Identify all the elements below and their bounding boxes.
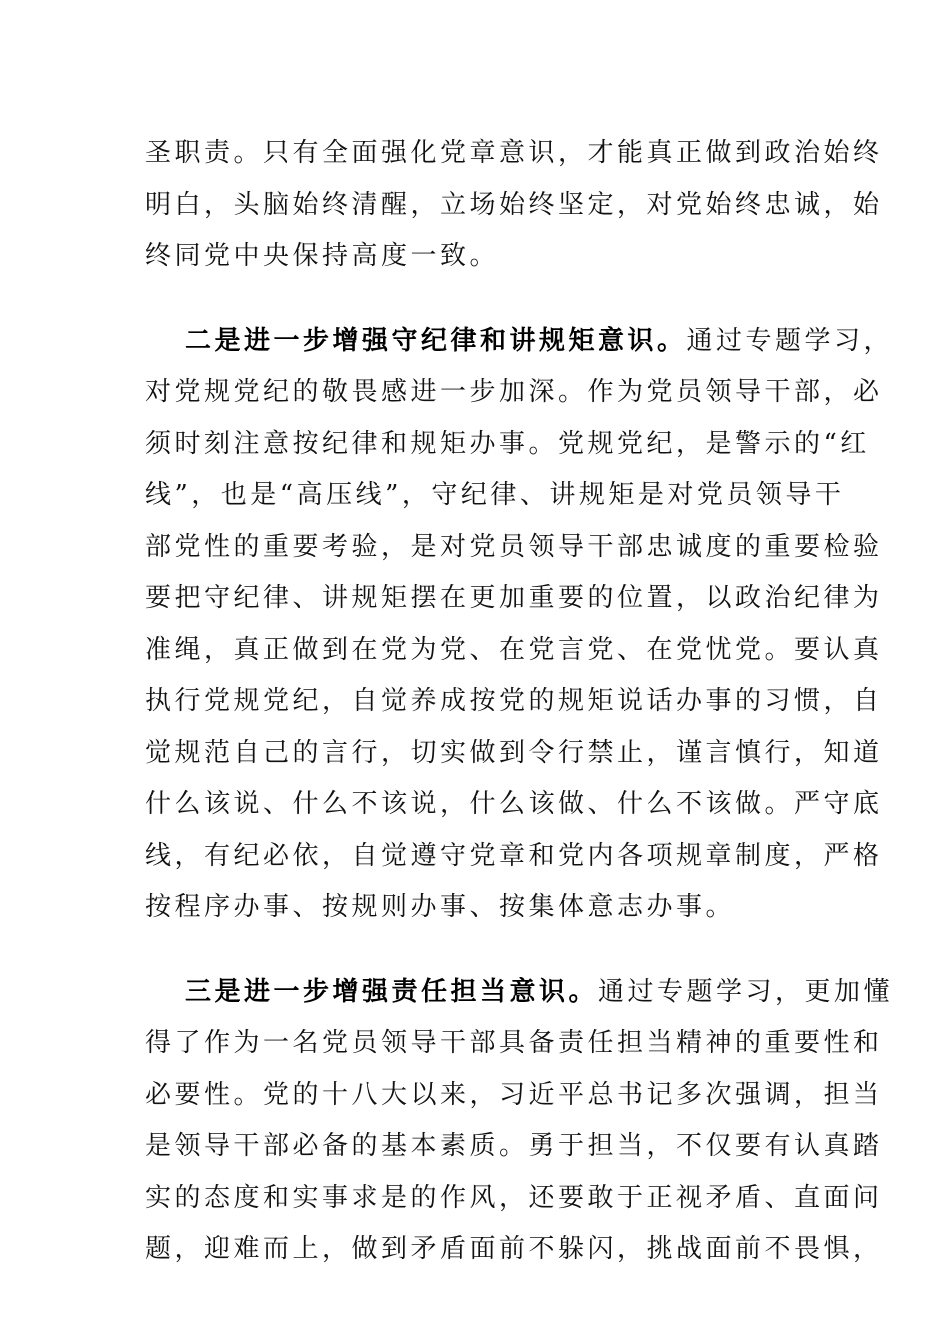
- text-line: 按程序办事、按规则办事、按集体意志办事。: [145, 892, 736, 922]
- text-line: 是领导干部必备的基本素质。勇于担当，不仅要有认真踏: [145, 1131, 883, 1161]
- paragraph-3: [145, 967, 894, 1276]
- text-line: 题，迎难而上，做到矛盾面前不躲闪，挑战面前不畏惧，: [145, 1234, 883, 1264]
- paragraph-3-first-line-text: 通过专题学习，更加懂: [598, 976, 894, 1007]
- text-line: 对党规党纪的敬畏感进一步加深。作为党员领导干部，必: [145, 377, 883, 407]
- paragraph-2: [145, 316, 894, 934]
- text-line: 必要性。党的十八大以来，习近平总书记多次强调，担当: [145, 1079, 883, 1110]
- text-line: 明白，头脑始终清醒，立场始终坚定，对党始终忠诚，始: [145, 189, 883, 220]
- text-line: 得了作为一名党员领导干部具备责任担当精神的重要性和: [145, 1028, 883, 1058]
- paragraph-2-heading: 二是进一步增强守纪律和讲规矩意识。: [185, 325, 687, 356]
- paragraph-3-heading: 三是进一步增强责任担当意识。: [185, 976, 599, 1007]
- text-line: 执行党规党纪，自觉养成按党的规矩说话办事的习惯，自: [145, 686, 883, 716]
- paragraph-2-first-line-text: 通过专题学习，: [686, 325, 894, 356]
- text-line: 线，有纪必依，自觉遵守党章和党内各项规章制度，严格: [145, 840, 883, 871]
- text-line: 准绳，真正做到在党为党、在党言党、在党忧党。要认真: [145, 634, 883, 665]
- text-line: 觉规范自己的言行，切实做到令行禁止，谨言慎行，知道: [145, 737, 883, 768]
- text-line: 终同党中央保持高度一致。: [145, 241, 500, 271]
- text-line: 什么该说、什么不该说，什么该做、什么不该做。严守底: [145, 789, 883, 819]
- paragraph-1: [145, 128, 883, 283]
- text-line-first: [145, 967, 894, 1019]
- text-line: 须时刻注意按纪律和规矩办事。党规党纪，是警示的“红: [145, 428, 870, 459]
- text-line: 要把守纪律、讲规矩摆在更加重要的位置，以政治纪律为: [145, 583, 883, 613]
- body-text: [145, 128, 894, 1276]
- paragraph-spacer: [145, 283, 825, 316]
- text-line: 实的态度和实事求是的作风，还要敢于正视矛盾、直面问: [145, 1182, 883, 1213]
- text-line: 部党性的重要考验，是对党员领导干部忠诚度的重要检验: [145, 531, 883, 562]
- text-line: 圣职责。只有全面强化党章意识，才能真正做到政治始终: [145, 138, 883, 168]
- paragraph-spacer: [145, 934, 825, 967]
- text-line-first: [145, 316, 894, 368]
- text-line: 线”，也是“高压线”，守纪律、讲规矩是对党员领导干: [145, 480, 845, 510]
